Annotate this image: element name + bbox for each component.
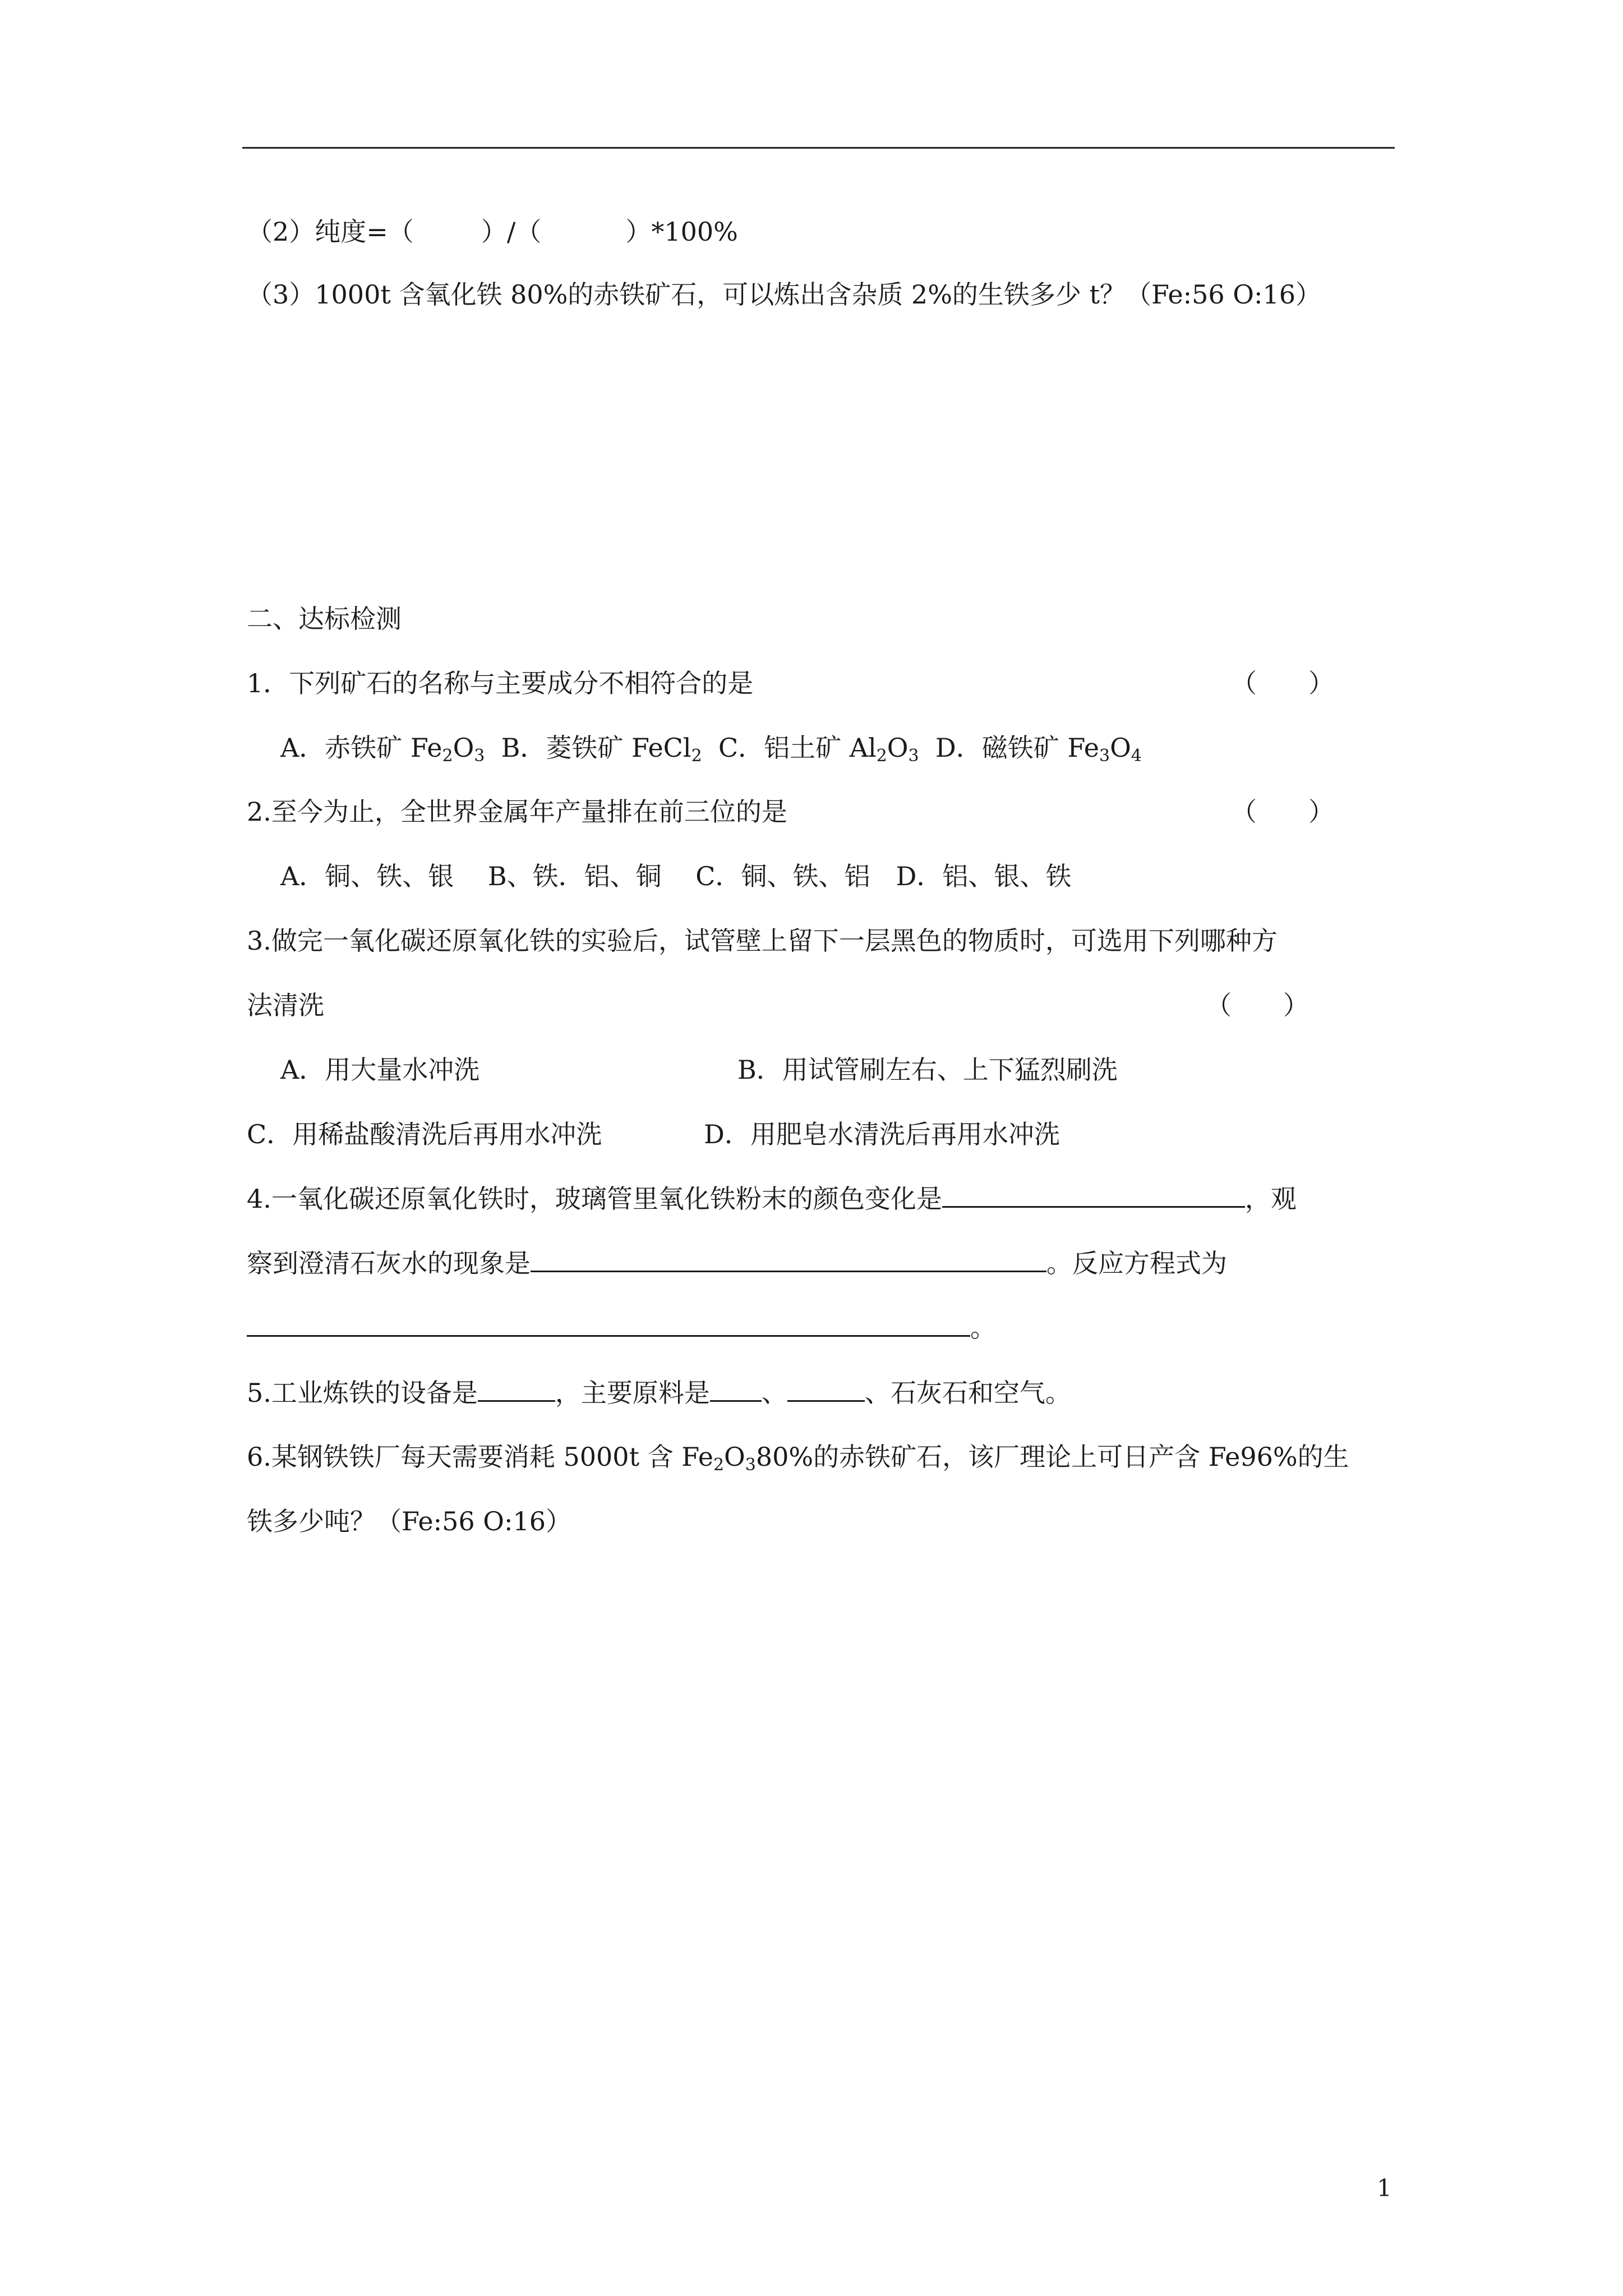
fill-blank-material-2[interactable] [787, 1375, 865, 1402]
question-4-line3: 。 [247, 1310, 996, 1345]
section-title: 二、达标检测 [247, 604, 402, 634]
fill-blank-equation[interactable] [247, 1310, 970, 1337]
fill-blank-material-1[interactable] [710, 1375, 762, 1402]
fill-blank-limewater[interactable] [531, 1246, 1046, 1272]
question-2-stem: 2.至今为止，全世界金属年产量排在前三位的是 [247, 797, 787, 827]
answer-blank-q1: （ ） [1231, 668, 1334, 698]
page-number: 1 [1377, 2174, 1392, 2202]
question-4-line2: 察到澄清石灰水的现象是 。反应方程式为 [247, 1246, 1227, 1280]
option-b: B．菱铁矿 FeCl$_2$ [501, 733, 702, 766]
question-3-stem-line1: 3.做完一氧化碳还原氧化铁的实验后，试管壁上留下一层黑色的物质时，可选用下列哪种方 [247, 926, 1278, 956]
question-1-stem: 1．下列矿石的名称与主要成分不相符合的是 [247, 668, 754, 698]
question-4-line1: 4.一氧化碳还原氧化铁时，玻璃管里氧化铁粉末的颜色变化是 ，观 [247, 1181, 1297, 1216]
question-3-calc: （3）1000t 含氧化铁 80%的赤铁矿石，可以炼出含杂质 2%的生铁多少 t？（Fe:56 O:16） [247, 279, 1322, 310]
purity-formula: （2）纯度=（ ）/（ ）*100% [247, 217, 738, 247]
question-2-options: A．铜、铁、银 B、铁．铝、铜 C．铜、铁、铝 D．铝、银、铁 [280, 861, 1072, 891]
answer-blank-q3: （ ） [1206, 990, 1309, 1020]
option-d: D．磁铁矿 $Fe_3O_4$ [935, 733, 1142, 766]
question-1-options [280, 731, 1142, 765]
question-3-option-b: B．用试管刷左右、上下猛烈刷洗 [737, 1055, 1118, 1085]
option-a: A．赤铁矿 $Fe_2O_3$ [280, 733, 485, 766]
question-6-line2: 铁多少吨？（Fe:56 O:16） [247, 1506, 572, 1536]
fill-blank-equipment[interactable] [478, 1375, 555, 1402]
question-3-option-d: D．用肥皂水清洗后再用水冲洗 [704, 1119, 1060, 1149]
question-5: 5.工业炼铁的设备是 ，主要原料是 、 、石灰石和空气。 [247, 1375, 1071, 1410]
question-6-line1: 6.某钢铁铁厂每天需要消耗 5000t 含 $Fe_2O_380\%$的赤铁矿石，该厂理论上可日产含 Fe96%的生 [247, 1442, 1349, 1475]
header-rule [242, 147, 1395, 149]
fill-blank-color-change[interactable] [942, 1181, 1245, 1208]
answer-blank-q2: （ ） [1231, 797, 1334, 827]
question-3-option-a: A．用大量水冲洗 [280, 1055, 480, 1085]
question-3-option-c: C．用稀盐酸清洗后再用水冲洗 [247, 1119, 602, 1149]
option-c: C．铝土矿 $Al_2O_3$ [718, 733, 919, 766]
question-3-stem-line2: 法清洗 [247, 990, 324, 1020]
